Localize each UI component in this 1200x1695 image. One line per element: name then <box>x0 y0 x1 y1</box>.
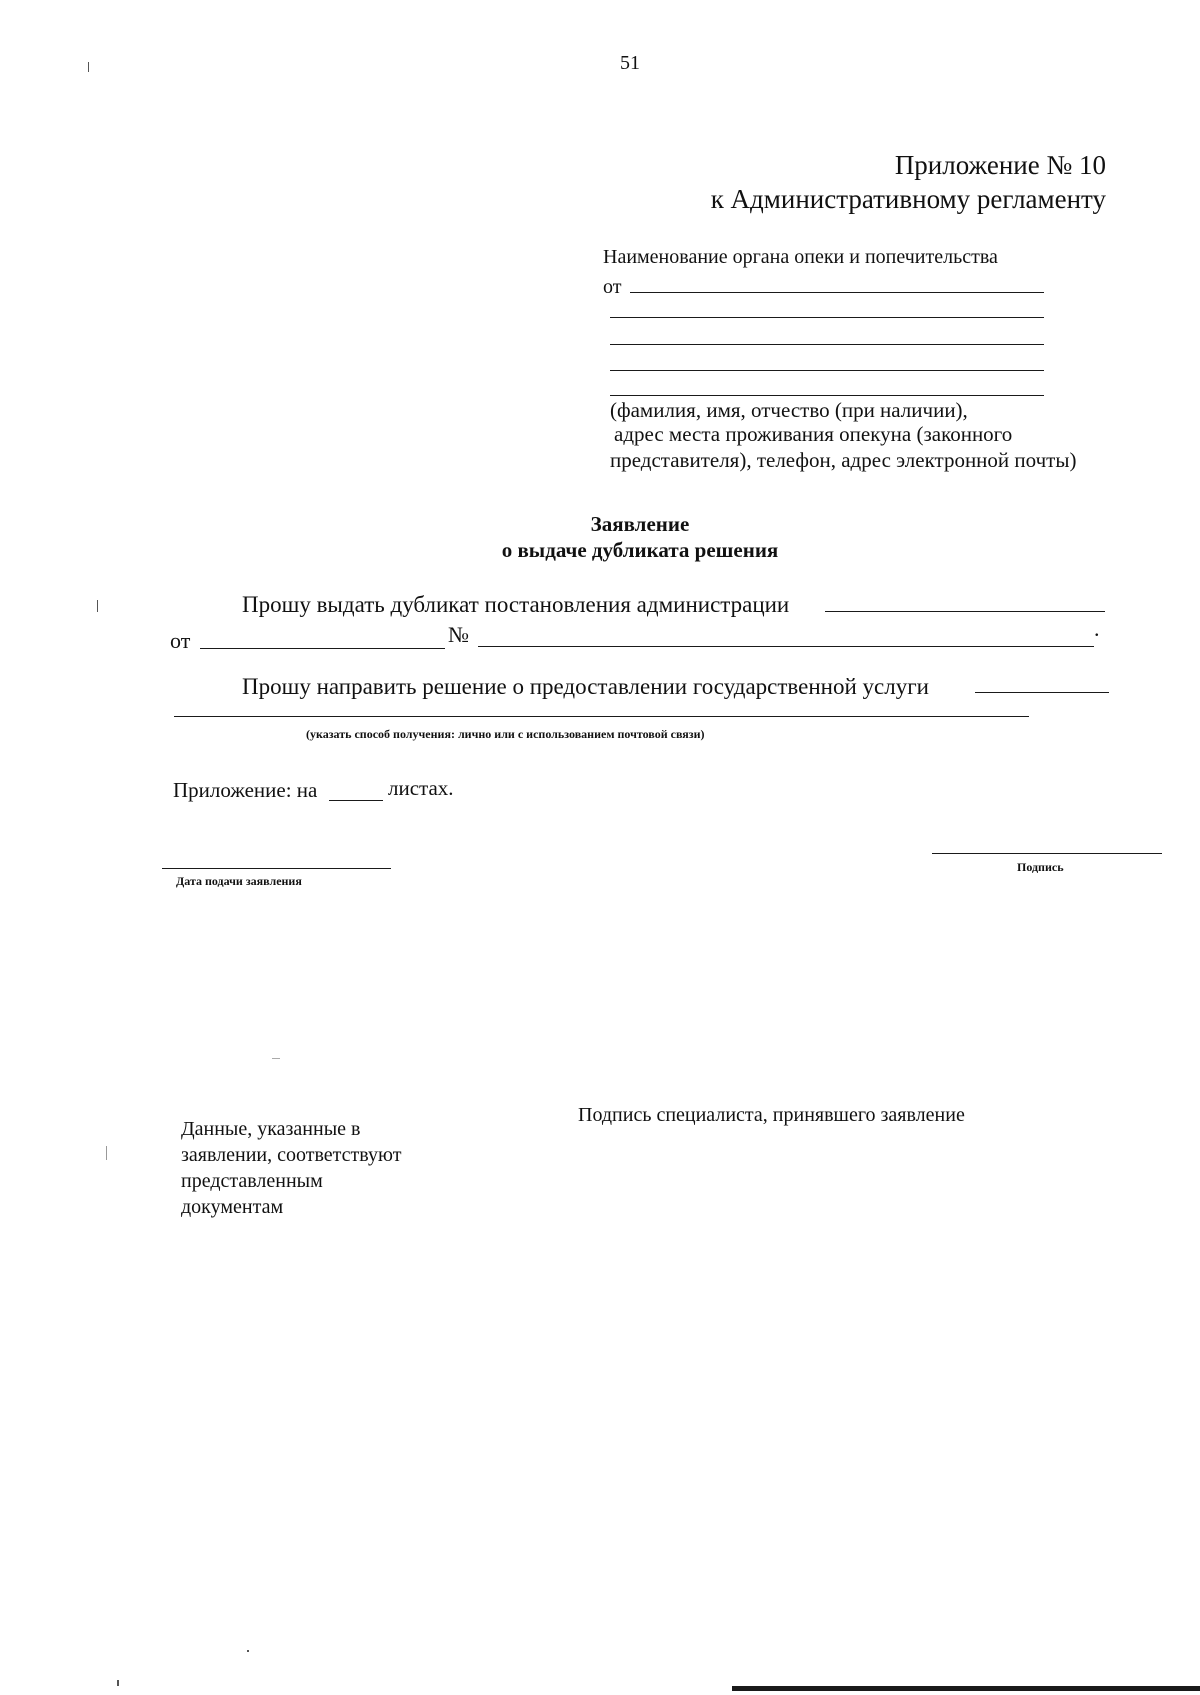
appendix-title: Приложение № 10 <box>894 150 1106 180</box>
resolution-date-field[interactable] <box>200 648 445 649</box>
applicant-hint-line: адрес места проживания опекуна (законного <box>614 422 1013 446</box>
submission-date-field[interactable] <box>162 868 391 869</box>
specialist-signature-label: Подпись специалиста, принявшего заявление <box>578 1104 965 1126</box>
delivery-method-field[interactable] <box>975 692 1109 693</box>
signature-field[interactable] <box>932 853 1162 854</box>
applicant-hint-line: (фамилия, имя, отчество (при наличии), <box>610 398 968 422</box>
scan-speck <box>88 62 89 72</box>
sentence-end: . <box>1094 616 1100 641</box>
administration-name-field[interactable] <box>825 611 1105 612</box>
scan-speck <box>106 1146 107 1160</box>
appendix-subtitle: к Административному регламенту <box>710 184 1106 214</box>
document-subtitle: о выдаче дубликата решения <box>501 538 779 562</box>
applicant-field-line-2[interactable] <box>610 317 1044 318</box>
applicant-field-line-3[interactable] <box>610 344 1044 345</box>
page-number: 51 <box>620 52 640 74</box>
submission-date-label: Дата подачи заявления <box>176 874 302 888</box>
attachment-suffix: листах. <box>388 776 454 800</box>
scan-speck <box>247 1650 249 1652</box>
delivery-method-field-line-2[interactable] <box>174 716 1029 717</box>
duplicate-request-text: Прошу выдать дубликат постановления администрации <box>242 592 790 617</box>
applicant-hint-line: представителя), телефон, адрес электронной почты) <box>610 448 1077 472</box>
resolution-date-label: от <box>170 628 191 653</box>
scan-speck <box>272 1058 280 1059</box>
applicant-name-field[interactable] <box>630 292 1044 293</box>
signature-label: Подпись <box>1017 860 1064 874</box>
resolution-number-label: № <box>448 622 469 647</box>
applicant-from-label: от <box>603 276 622 298</box>
scan-edge-shadow <box>732 1686 1200 1691</box>
document-title: Заявление <box>590 512 690 536</box>
delivery-method-hint: (указать способ получения: лично или с использованием почтовой связи) <box>306 727 705 741</box>
data-confirmation-text: Данные, указанные в заявлении, соответствуют представленным документам <box>181 1118 402 1218</box>
guardianship-organ-label: Наименование органа опеки и попечительства <box>603 246 998 268</box>
send-decision-request-text: Прошу направить решение о предоставлении государственной услуги <box>242 674 929 699</box>
scan-speck <box>117 1680 119 1686</box>
scan-speck <box>97 600 98 612</box>
attachment-label: Приложение: на <box>173 778 318 802</box>
applicant-field-line-5[interactable] <box>610 395 1044 396</box>
resolution-number-field[interactable] <box>478 646 1094 647</box>
applicant-field-line-4[interactable] <box>610 370 1044 371</box>
attachment-pages-field[interactable] <box>329 800 383 801</box>
